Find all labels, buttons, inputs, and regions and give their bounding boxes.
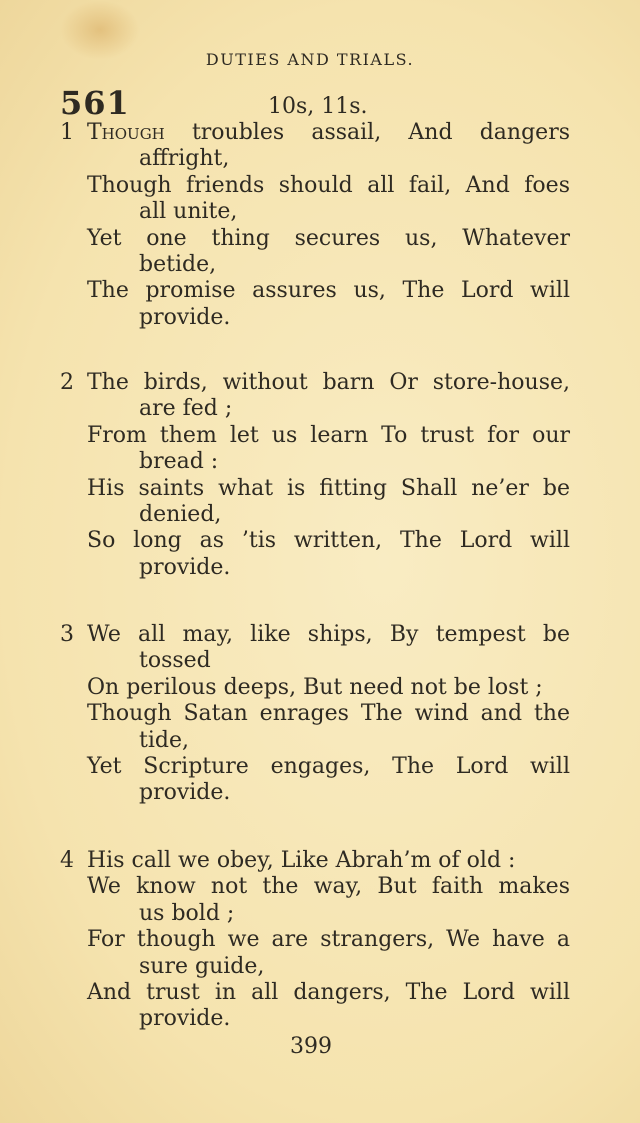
verse-number: 3 <box>60 622 74 647</box>
verse-line-continuation: provide. <box>139 780 231 806</box>
verse-line-continuation: provide. <box>139 554 231 580</box>
verse-line <box>60 701 570 754</box>
verse-line-text: His call we obey, Like Abrah’m of old : <box>87 848 516 873</box>
verse-line-continuation: us bold ; <box>139 900 235 926</box>
verse-line <box>60 675 570 701</box>
verse-number: 4 <box>60 848 74 873</box>
verse-line <box>60 370 570 423</box>
verse-line-text: We all may, like ships, By tempest be <box>87 622 570 647</box>
verse-line-continuation: tossed <box>139 648 211 674</box>
verse-line <box>60 927 570 980</box>
verse-line-text: The promise assures us, The Lord will <box>87 278 570 304</box>
verse-line-continuation: tide, <box>139 727 189 753</box>
verse-4 <box>60 848 570 1033</box>
verse-line-text: His saints what is fitting Shall ne’er be <box>87 475 570 501</box>
verse-number: 2 <box>60 370 74 395</box>
verse-line <box>60 226 570 279</box>
verse-line-continuation: betide, <box>139 252 217 278</box>
verse-line-continuation: bread : <box>139 449 219 475</box>
verse-line <box>60 120 570 173</box>
verse-line <box>60 980 570 1033</box>
verse-line-text: Though Satan enrages The wind and the <box>87 701 570 727</box>
verse-line-continuation: all unite, <box>139 199 238 225</box>
verse-3 <box>60 622 570 807</box>
verse-line-text: So long as ’tis written, The Lord will <box>87 528 570 554</box>
verse-line-continuation: denied, <box>139 502 222 528</box>
verse-line <box>60 423 570 476</box>
verse-2 <box>60 370 570 581</box>
hymn-meter: 10s, 11s. <box>268 94 368 119</box>
verse-line <box>60 528 570 581</box>
verse-line-continuation: provide. <box>139 304 231 330</box>
verse-line-text: The birds, without barn Or store-house, <box>87 370 570 395</box>
verse-line-continuation: sure guide, <box>139 953 265 979</box>
hymn-number: 561 <box>60 84 130 122</box>
verse-line-text: Yet one thing secures us, Whatever <box>87 225 570 251</box>
verse-line <box>60 278 570 331</box>
verse-line-text: From them let us learn To trust for our <box>87 422 570 448</box>
verse-line-text: And trust in all dangers, The Lord will <box>87 980 570 1006</box>
verse-line-text: For though we are strangers, We have a <box>87 927 570 953</box>
verse-line-text: Though friends should all fail, And foes <box>87 172 570 198</box>
verse-line <box>60 173 570 226</box>
verse-line <box>60 848 570 874</box>
verse-line-continuation: affright, <box>139 146 230 172</box>
verse-line <box>60 874 570 927</box>
verse-number: 1 <box>60 120 74 145</box>
verse-line-continuation: are fed ; <box>139 396 233 422</box>
verse-line <box>60 754 570 807</box>
running-header: DUTIES AND TRIALS. <box>205 50 415 69</box>
page-number: 399 <box>290 1034 332 1059</box>
verse-1 <box>60 120 570 331</box>
verse-first-word: Though <box>87 120 165 145</box>
verse-line-continuation: provide. <box>139 1006 231 1032</box>
verse-line-text: troubles assail, And dangers <box>164 120 570 145</box>
verse-line-text: Yet Scripture engages, The Lord will <box>87 754 570 780</box>
verse-line <box>60 476 570 529</box>
verse-line <box>60 622 570 675</box>
verse-line-text: On perilous deeps, But need not be lost ; <box>87 674 543 700</box>
verse-line-text: We know not the way, But faith makes <box>87 874 570 900</box>
